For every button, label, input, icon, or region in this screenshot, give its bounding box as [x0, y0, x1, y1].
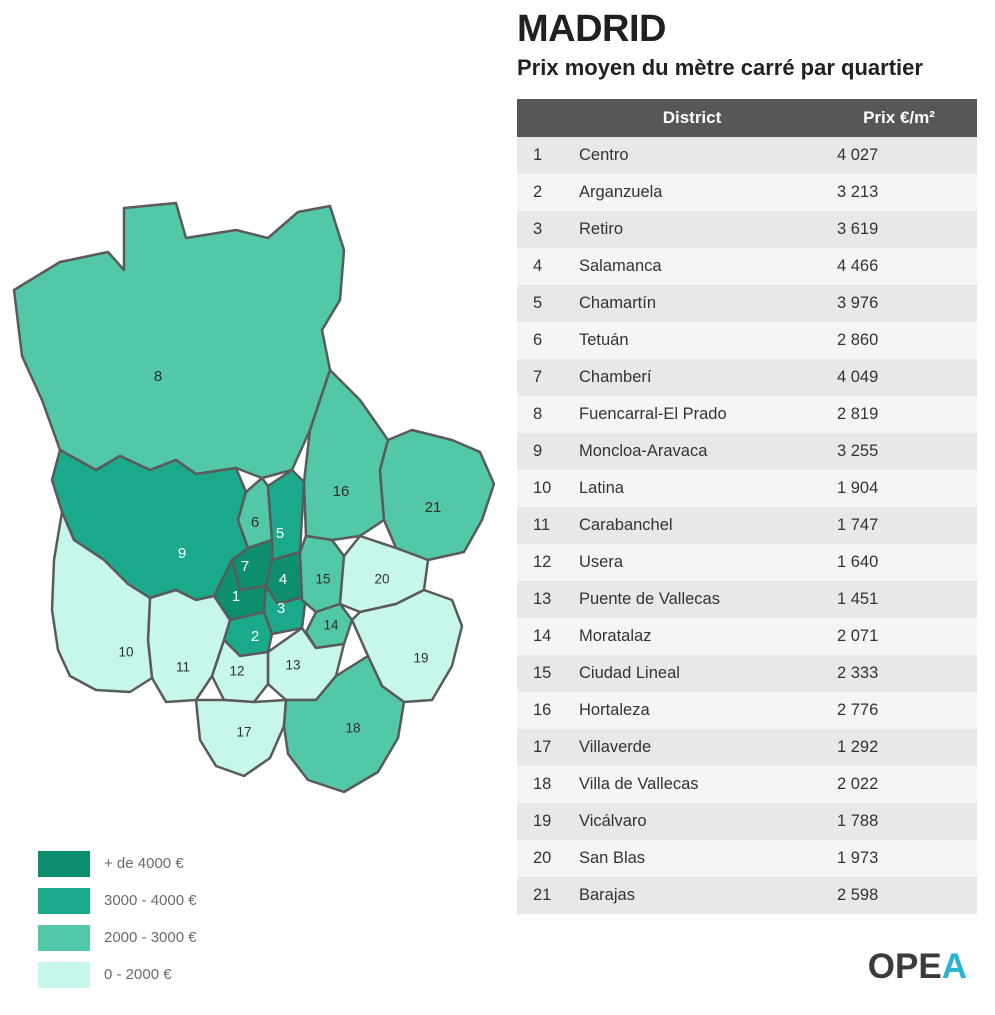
cell-index: 4 — [533, 257, 543, 275]
cell-price: 3 619 — [837, 220, 879, 238]
map-label-8: 8 — [153, 367, 163, 385]
cell-district: Salamanca — [579, 257, 662, 275]
brand-logo — [868, 947, 967, 987]
legend-swatch-tier1 — [38, 962, 90, 988]
district-price-table — [517, 99, 977, 914]
legend-label-tier1: 0 - 2000 € — [104, 966, 172, 983]
cell-district: San Blas — [579, 849, 646, 867]
cell-district: Ciudad Lineal — [579, 664, 680, 682]
cell-price: 1 904 — [837, 479, 879, 497]
map-label-4: 4 — [278, 570, 288, 588]
cell-price: 2 022 — [837, 775, 879, 793]
cell-index: 2 — [533, 183, 543, 201]
cell-index: 13 — [533, 590, 552, 608]
cell-price: 2 776 — [837, 701, 879, 719]
cell-index: 10 — [533, 479, 552, 497]
cell-district: Arganzuela — [579, 183, 663, 201]
cell-price: 2 071 — [837, 627, 879, 645]
cell-index: 17 — [533, 738, 552, 756]
brand-logo-main: OPE — [867, 947, 942, 986]
column-header-price: Prix €/m² — [821, 99, 977, 137]
cell-index: 7 — [533, 368, 543, 386]
legend-swatch-tier4 — [38, 851, 90, 877]
district-area-21[interactable] — [380, 430, 494, 560]
district-area-5[interactable] — [268, 470, 304, 560]
legend-swatch-tier2 — [38, 925, 90, 951]
table-row[interactable] — [517, 729, 977, 766]
cell-district: Latina — [579, 479, 624, 497]
table-row[interactable] — [517, 840, 977, 877]
cell-price: 3 213 — [837, 183, 879, 201]
cell-price: 3 976 — [837, 294, 879, 312]
cell-price: 4 049 — [837, 368, 879, 386]
cell-index: 11 — [533, 516, 551, 534]
page-subtitle: Prix moyen du mètre carré par quartier — [517, 55, 923, 80]
map-label-21: 21 — [424, 498, 442, 516]
cell-price: 2 333 — [837, 664, 879, 682]
data-panel — [505, 0, 995, 1015]
legend-item — [38, 956, 268, 993]
cell-price: 1 451 — [837, 590, 879, 608]
legend-label-tier4: + de 4000 € — [104, 855, 184, 872]
legend-item — [38, 882, 268, 919]
cell-price: 3 255 — [837, 442, 879, 460]
cell-index: 9 — [533, 442, 543, 460]
table-row[interactable] — [517, 285, 977, 322]
map-label-18: 18 — [345, 720, 361, 736]
cell-price: 1 973 — [837, 849, 879, 867]
cell-price: 4 466 — [837, 257, 879, 275]
legend-swatch-tier3 — [38, 888, 90, 914]
map-label-1: 1 — [231, 587, 241, 605]
legend — [38, 845, 268, 993]
table-row[interactable] — [517, 470, 977, 507]
cell-index: 12 — [533, 553, 552, 571]
cell-index: 19 — [533, 812, 552, 830]
cell-price: 2 819 — [837, 405, 879, 423]
cell-price: 1 640 — [837, 553, 879, 571]
cell-index: 20 — [533, 849, 552, 867]
cell-district: Fuencarral-El Prado — [579, 405, 727, 423]
column-header-district: District — [563, 99, 821, 137]
cell-district: Moncloa-Aravaca — [579, 442, 708, 460]
table-row[interactable] — [517, 248, 977, 285]
map-label-20: 20 — [374, 571, 390, 587]
map-label-10: 10 — [118, 644, 134, 660]
cell-index: 3 — [533, 220, 543, 238]
legend-label-tier3: 3000 - 4000 € — [104, 892, 197, 909]
table-row[interactable] — [517, 507, 977, 544]
cell-district: Carabanchel — [579, 516, 673, 534]
cell-index: 14 — [533, 627, 552, 645]
table-row[interactable] — [517, 137, 977, 174]
cell-district: Centro — [579, 146, 629, 164]
cell-price: 2 860 — [837, 331, 879, 349]
cell-index: 16 — [533, 701, 552, 719]
cell-district: Moratalaz — [579, 627, 652, 645]
table-row[interactable] — [517, 766, 977, 803]
map-label-2: 2 — [250, 627, 260, 645]
map-label-12: 12 — [229, 663, 245, 679]
column-header-index — [517, 99, 563, 137]
table-row[interactable] — [517, 877, 977, 914]
cell-district: Villaverde — [579, 738, 652, 756]
cell-price: 1 788 — [837, 812, 879, 830]
cell-index: 15 — [533, 664, 552, 682]
cell-price: 2 598 — [837, 886, 879, 904]
map-label-3: 3 — [276, 599, 286, 617]
table-row[interactable] — [517, 322, 977, 359]
cell-district: Tetuán — [579, 331, 629, 349]
map-label-6: 6 — [250, 513, 260, 531]
district-area-8[interactable] — [14, 203, 344, 478]
map-label-11: 11 — [175, 659, 191, 675]
cell-index: 1 — [533, 146, 543, 164]
table-row[interactable] — [517, 359, 977, 396]
table-row[interactable] — [517, 433, 977, 470]
cell-district: Chamartín — [579, 294, 657, 312]
legend-item — [38, 845, 268, 882]
table-body — [517, 137, 977, 914]
district-area-15[interactable] — [300, 536, 344, 612]
cell-index: 21 — [533, 886, 552, 904]
cell-price: 4 027 — [837, 146, 879, 164]
cell-district: Chamberí — [579, 368, 652, 386]
map-label-5: 5 — [275, 524, 285, 542]
cell-index: 5 — [533, 294, 543, 312]
map-label-14: 14 — [323, 617, 339, 633]
map-label-15: 15 — [315, 571, 331, 587]
map-label-9: 9 — [177, 544, 187, 562]
table-row[interactable] — [517, 692, 977, 729]
cell-district: Retiro — [579, 220, 624, 238]
cell-index: 6 — [533, 331, 543, 349]
cell-district: Puente de Vallecas — [579, 590, 720, 608]
map-label-16: 16 — [332, 482, 350, 500]
table-row[interactable] — [517, 618, 977, 655]
map-label-7: 7 — [240, 557, 250, 575]
table-row[interactable] — [517, 655, 977, 692]
cell-district: Usera — [579, 553, 624, 571]
cell-district: Hortaleza — [579, 701, 650, 719]
cell-price: 1 747 — [837, 516, 879, 534]
brand-logo-accent: A — [941, 947, 967, 986]
map-label-17: 17 — [236, 724, 252, 740]
legend-item — [38, 919, 268, 956]
table-row[interactable] — [517, 396, 977, 433]
table-row[interactable] — [517, 544, 977, 581]
page-title: MADRID — [517, 8, 666, 50]
cell-index: 8 — [533, 405, 543, 423]
table-header-row — [517, 99, 977, 137]
district-area-17[interactable] — [196, 700, 286, 776]
cell-index: 18 — [533, 775, 552, 793]
table-row[interactable] — [517, 211, 977, 248]
cell-district: Villa de Vallecas — [579, 775, 699, 793]
table-row[interactable] — [517, 174, 977, 211]
map-label-13: 13 — [285, 657, 301, 673]
cell-district: Barajas — [579, 886, 635, 904]
table-row[interactable] — [517, 581, 977, 618]
table-row[interactable] — [517, 803, 977, 840]
legend-label-tier2: 2000 - 3000 € — [104, 929, 197, 946]
cell-district: Vicálvaro — [579, 812, 647, 830]
map-label-19: 19 — [413, 650, 429, 666]
cell-price: 1 292 — [837, 738, 879, 756]
